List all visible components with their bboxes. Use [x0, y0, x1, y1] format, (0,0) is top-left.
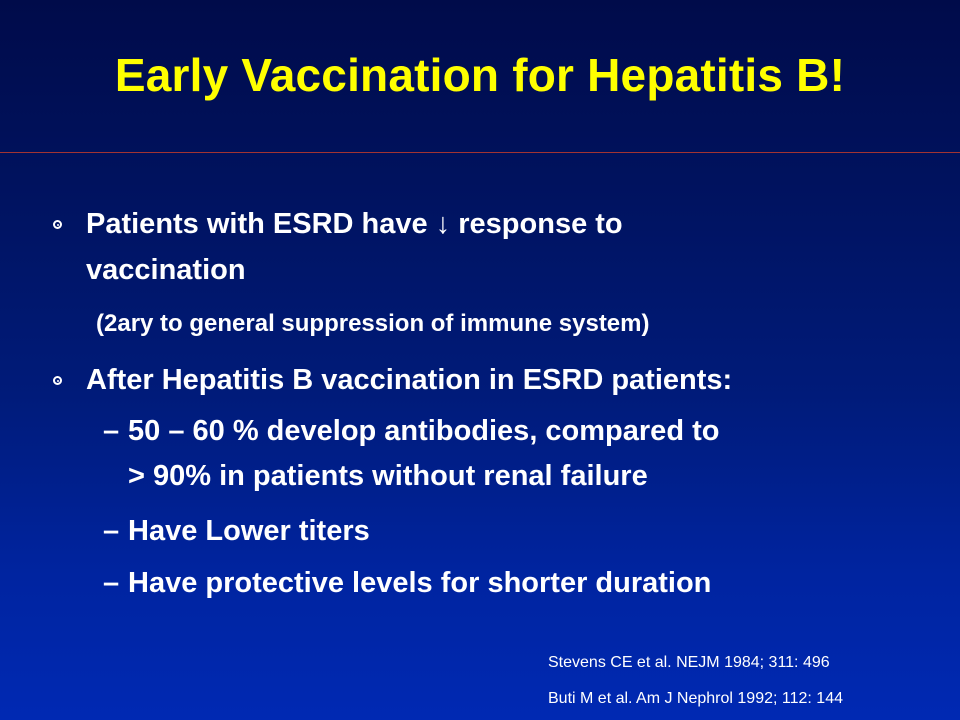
- dash-icon: –: [103, 415, 120, 447]
- dash-icon: –: [103, 515, 120, 547]
- down-arrow-icon: ↓: [435, 208, 451, 240]
- bullet-esrd-response-line2: vaccination: [86, 254, 246, 286]
- reference-stevens: Stevens CE et al. NEJM 1984; 311: 496: [548, 654, 830, 671]
- bullet-icon: [53, 376, 62, 385]
- bullet-after-vaccination: After Hepatitis B vaccination in ESRD patients:: [86, 364, 733, 396]
- bullet-note: (2ary to general suppression of immune system): [96, 310, 650, 337]
- subbullet-protective-levels: Have protective levels for shorter duration: [128, 567, 712, 599]
- reference-buti: Buti M et al. Am J Nephrol 1992; 112: 144: [548, 690, 843, 707]
- subbullet-antibodies: 50 – 60 % develop antibodies, compared to: [128, 415, 720, 447]
- bullet-icon: [53, 220, 62, 229]
- slide-title: Early Vaccination for Hepatitis B!: [114, 49, 846, 101]
- bullet-text: response to: [450, 208, 623, 240]
- dash-icon: –: [103, 567, 120, 599]
- subbullet-lower-titers: Have Lower titers: [128, 515, 370, 547]
- subbullet-antibodies-line2: > 90% in patients without renal failure: [128, 460, 648, 492]
- bullet-text: Patients with ESRD have: [86, 208, 436, 240]
- bullet-esrd-response: [86, 204, 623, 244]
